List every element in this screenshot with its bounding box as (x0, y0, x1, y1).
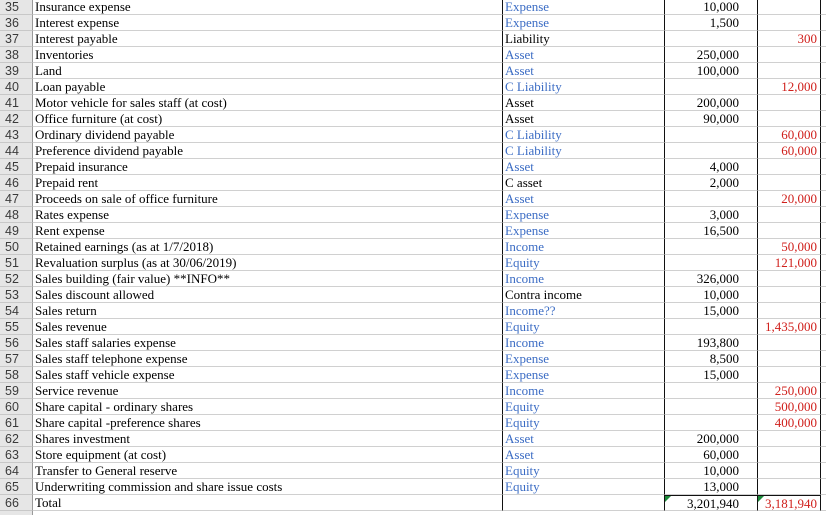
row-header[interactable]: 61 (0, 415, 33, 431)
table-row (0, 31, 826, 47)
total-row (0, 495, 826, 511)
account-type-cell[interactable]: Equity (503, 319, 665, 335)
account-type-cell[interactable]: Expense (503, 0, 665, 15)
next-column-cell[interactable] (821, 31, 826, 47)
account-name-cell[interactable]: Loan payable (33, 79, 503, 95)
account-name-cell[interactable]: Interest payable (33, 31, 503, 47)
next-column-cell[interactable] (821, 271, 826, 287)
credit-cell[interactable]: 400,000 (758, 415, 821, 431)
table-row (0, 383, 826, 399)
next-row-partial (0, 511, 826, 515)
next-column-cell[interactable] (821, 15, 826, 31)
credit-cell[interactable]: 12,000 (758, 79, 821, 95)
table-row (0, 271, 826, 287)
credit-cell[interactable] (758, 95, 821, 111)
table-row (0, 255, 826, 271)
account-name-cell[interactable]: Office furniture (at cost) (33, 111, 503, 127)
row-header[interactable]: 51 (0, 255, 33, 271)
debit-cell[interactable] (665, 31, 758, 47)
table-row (0, 63, 826, 79)
table-row (0, 95, 826, 111)
next-column-cell[interactable] (821, 175, 826, 191)
table-row (0, 159, 826, 175)
debit-cell[interactable]: 250,000 (665, 47, 758, 63)
credit-cell[interactable]: 1,435,000 (758, 319, 821, 335)
table-row (0, 223, 826, 239)
next-column-cell[interactable] (821, 223, 826, 239)
next-column-cell[interactable] (821, 127, 826, 143)
account-name-cell[interactable]: Sales staff salaries expense (33, 335, 503, 351)
account-name-cell[interactable]: Sales revenue (33, 319, 503, 335)
row-header[interactable]: 66 (0, 495, 33, 511)
row-header[interactable] (0, 511, 33, 515)
account-type-cell[interactable]: C Liability (503, 127, 665, 143)
table-row (0, 287, 826, 303)
row-header[interactable]: 63 (0, 447, 33, 463)
table-row (0, 79, 826, 95)
next-column-cell[interactable] (821, 47, 826, 63)
account-name-cell[interactable]: Rates expense (33, 207, 503, 223)
credit-cell[interactable] (758, 335, 821, 351)
next-column-cell[interactable] (821, 495, 826, 511)
next-column-cell[interactable] (821, 303, 826, 319)
account-type-cell[interactable]: Equity (503, 463, 665, 479)
debit-cell[interactable]: 193,800 (665, 335, 758, 351)
formula-flag-marker (758, 496, 764, 502)
account-type-cell[interactable]: Equity (503, 479, 665, 495)
row-header[interactable]: 65 (0, 479, 33, 495)
account-type-cell[interactable]: Expense (503, 15, 665, 31)
account-type-cell[interactable]: Income?? (503, 303, 665, 319)
account-type-cell[interactable]: Income (503, 239, 665, 255)
credit-cell[interactable] (758, 159, 821, 175)
debit-total-value: 3,201,940 (687, 496, 739, 511)
account-type-cell[interactable]: Income (503, 271, 665, 287)
next-column-cell[interactable] (821, 255, 826, 271)
debit-cell[interactable]: 15,000 (665, 303, 758, 319)
credit-cell[interactable] (758, 463, 821, 479)
account-name-cell[interactable]: Service revenue (33, 383, 503, 399)
account-name-cell[interactable]: Sales discount allowed (33, 287, 503, 303)
debit-cell[interactable]: 100,000 (665, 63, 758, 79)
next-column-cell[interactable] (821, 95, 826, 111)
credit-cell[interactable] (758, 431, 821, 447)
debit-total-cell[interactable] (665, 495, 758, 511)
debit-cell[interactable]: 10,000 (665, 463, 758, 479)
account-type-cell[interactable]: Asset (503, 111, 665, 127)
debit-cell[interactable] (665, 127, 758, 143)
debit-cell[interactable]: 4,000 (665, 159, 758, 175)
debit-cell[interactable]: 3,000 (665, 207, 758, 223)
row-header[interactable]: 59 (0, 383, 33, 399)
credit-cell[interactable] (758, 303, 821, 319)
credit-cell[interactable] (758, 367, 821, 383)
account-name-cell[interactable]: Sales staff telephone expense (33, 351, 503, 367)
account-name-cell[interactable]: Rent expense (33, 223, 503, 239)
table-row (0, 111, 826, 127)
debit-cell[interactable]: 326,000 (665, 271, 758, 287)
account-type-cell[interactable]: C Liability (503, 143, 665, 159)
debit-cell[interactable]: 60,000 (665, 447, 758, 463)
account-type-cell[interactable]: Asset (503, 447, 665, 463)
account-type-cell[interactable]: Equity (503, 415, 665, 431)
table-row (0, 0, 826, 15)
account-type-cell[interactable]: Asset (503, 159, 665, 175)
debit-cell[interactable] (665, 399, 758, 415)
row-header[interactable]: 56 (0, 335, 33, 351)
row-header[interactable]: 48 (0, 207, 33, 223)
row-header[interactable]: 52 (0, 271, 33, 287)
row-header[interactable]: 60 (0, 399, 33, 415)
table-row (0, 191, 826, 207)
row-header[interactable]: 54 (0, 303, 33, 319)
row-header[interactable]: 40 (0, 79, 33, 95)
account-type-cell[interactable]: Asset (503, 47, 665, 63)
next-column-cell[interactable] (821, 479, 826, 495)
debit-cell[interactable]: 1,500 (665, 15, 758, 31)
account-type-cell[interactable]: Asset (503, 431, 665, 447)
next-column-cell[interactable] (821, 79, 826, 95)
formula-flag-marker (665, 496, 671, 502)
table-row (0, 143, 826, 159)
next-column-cell[interactable] (821, 143, 826, 159)
debit-cell[interactable] (665, 415, 758, 431)
credit-cell[interactable] (758, 207, 821, 223)
account-type-cell[interactable]: Expense (503, 367, 665, 383)
next-column-cell[interactable] (821, 287, 826, 303)
account-name-cell[interactable]: Insurance expense (33, 0, 503, 15)
row-header[interactable]: 55 (0, 319, 33, 335)
row-header[interactable]: 62 (0, 431, 33, 447)
credit-cell[interactable] (758, 447, 821, 463)
debit-cell[interactable] (665, 191, 758, 207)
account-name-cell[interactable]: Total (33, 495, 503, 511)
credit-cell[interactable]: 250,000 (758, 383, 821, 399)
debit-cell[interactable]: 10,000 (665, 0, 758, 15)
account-name-cell[interactable]: Proceeds on sale of office furniture (33, 191, 503, 207)
debit-cell[interactable]: 16,500 (665, 223, 758, 239)
credit-cell[interactable] (758, 351, 821, 367)
row-header[interactable]: 38 (0, 47, 33, 63)
next-column-cell[interactable] (821, 319, 826, 335)
debit-cell[interactable] (665, 255, 758, 271)
next-column-cell[interactable] (821, 463, 826, 479)
row-header[interactable]: 35 (0, 0, 33, 15)
credit-total-cell[interactable] (758, 495, 821, 511)
next-column-cell[interactable] (821, 239, 826, 255)
row-header[interactable]: 53 (0, 287, 33, 303)
next-column-cell[interactable] (821, 383, 826, 399)
credit-cell[interactable] (758, 479, 821, 495)
table-row (0, 399, 826, 415)
account-name-cell[interactable]: Share capital -preference shares (33, 415, 503, 431)
next-column-cell[interactable] (821, 111, 826, 127)
next-column-cell[interactable] (821, 431, 826, 447)
table-row (0, 447, 826, 463)
next-column-cell[interactable] (821, 415, 826, 431)
account-name-cell[interactable]: Motor vehicle for sales staff (at cost) (33, 95, 503, 111)
account-type-cell[interactable] (503, 495, 665, 511)
credit-cell[interactable] (758, 287, 821, 303)
debit-cell[interactable] (665, 319, 758, 335)
credit-cell[interactable] (758, 175, 821, 191)
account-type-cell[interactable]: Equity (503, 399, 665, 415)
account-name-cell[interactable]: Sales staff vehicle expense (33, 367, 503, 383)
next-column-cell[interactable] (821, 399, 826, 415)
table-row (0, 367, 826, 383)
table-row (0, 127, 826, 143)
credit-cell[interactable] (758, 47, 821, 63)
debit-cell[interactable]: 8,500 (665, 351, 758, 367)
next-column-cell[interactable] (821, 207, 826, 223)
row-header[interactable]: 43 (0, 127, 33, 143)
row-header[interactable]: 57 (0, 351, 33, 367)
row-header[interactable]: 36 (0, 15, 33, 31)
table-row (0, 319, 826, 335)
account-type-cell[interactable]: Asset (503, 95, 665, 111)
debit-cell[interactable]: 10,000 (665, 287, 758, 303)
credit-cell[interactable]: 50,000 (758, 239, 821, 255)
credit-cell[interactable]: 500,000 (758, 399, 821, 415)
credit-cell[interactable]: 60,000 (758, 143, 821, 159)
credit-total-value: 3,181,940 (765, 496, 817, 511)
credit-cell[interactable] (758, 223, 821, 239)
account-name-cell[interactable]: Underwriting commission and share issue costs (33, 479, 503, 495)
credit-cell[interactable] (758, 63, 821, 79)
account-name-cell[interactable]: Revaluation surplus (as at 30/06/2019) (33, 255, 503, 271)
next-column-cell[interactable] (821, 191, 826, 207)
account-type-cell[interactable]: Contra income (503, 287, 665, 303)
account-type-cell[interactable]: Expense (503, 223, 665, 239)
table-row (0, 479, 826, 495)
credit-cell[interactable]: 20,000 (758, 191, 821, 207)
debit-cell[interactable]: 90,000 (665, 111, 758, 127)
debit-cell[interactable] (665, 79, 758, 95)
account-type-cell[interactable]: Asset (503, 191, 665, 207)
credit-cell[interactable]: 121,000 (758, 255, 821, 271)
table-row (0, 431, 826, 447)
table-row (0, 239, 826, 255)
next-column-cell[interactable] (821, 447, 826, 463)
account-type-cell[interactable]: Expense (503, 351, 665, 367)
next-column-cell[interactable] (821, 63, 826, 79)
row-header[interactable]: 41 (0, 95, 33, 111)
account-name-cell[interactable]: Prepaid insurance (33, 159, 503, 175)
account-name-cell[interactable]: Transfer to General reserve (33, 463, 503, 479)
account-type-cell[interactable]: Expense (503, 207, 665, 223)
account-name-cell[interactable]: Inventories (33, 47, 503, 63)
account-name-cell[interactable]: Shares investment (33, 431, 503, 447)
account-type-cell[interactable]: C Liability (503, 79, 665, 95)
account-name-cell[interactable]: Interest expense (33, 15, 503, 31)
credit-cell[interactable] (758, 111, 821, 127)
next-column-cell[interactable] (821, 351, 826, 367)
debit-cell[interactable] (665, 239, 758, 255)
account-type-cell[interactable]: Liability (503, 31, 665, 47)
account-name-cell[interactable]: Store equipment (at cost) (33, 447, 503, 463)
row-header[interactable]: 37 (0, 31, 33, 47)
table-row (0, 303, 826, 319)
debit-cell[interactable] (665, 383, 758, 399)
next-column-cell[interactable] (821, 0, 826, 15)
debit-cell[interactable]: 15,000 (665, 367, 758, 383)
account-name-cell[interactable]: Ordinary dividend payable (33, 127, 503, 143)
table-row (0, 463, 826, 479)
account-type-cell[interactable]: C asset (503, 175, 665, 191)
table-row (0, 351, 826, 367)
row-header[interactable]: 44 (0, 143, 33, 159)
account-name-cell[interactable]: Land (33, 63, 503, 79)
credit-cell[interactable]: 300 (758, 31, 821, 47)
debit-cell[interactable] (665, 143, 758, 159)
next-column-cell[interactable] (821, 335, 826, 351)
debit-cell[interactable]: 200,000 (665, 431, 758, 447)
account-name-cell[interactable]: Share capital - ordinary shares (33, 399, 503, 415)
table-row (0, 47, 826, 63)
account-name-cell[interactable]: Preference dividend payable (33, 143, 503, 159)
credit-cell[interactable] (758, 15, 821, 31)
row-header[interactable]: 64 (0, 463, 33, 479)
debit-cell[interactable]: 13,000 (665, 479, 758, 495)
table-row (0, 335, 826, 351)
next-column-cell[interactable] (821, 159, 826, 175)
account-name-cell[interactable]: Sales building (fair value) **INFO** (33, 271, 503, 287)
row-header[interactable]: 45 (0, 159, 33, 175)
credit-cell[interactable]: 60,000 (758, 127, 821, 143)
table-row (0, 175, 826, 191)
account-name-cell[interactable]: Sales return (33, 303, 503, 319)
row-header[interactable]: 42 (0, 111, 33, 127)
account-type-cell[interactable]: Income (503, 335, 665, 351)
account-type-cell[interactable]: Asset (503, 63, 665, 79)
row-header[interactable]: 50 (0, 239, 33, 255)
account-type-cell[interactable]: Equity (503, 255, 665, 271)
table-row (0, 15, 826, 31)
debit-cell[interactable]: 2,000 (665, 175, 758, 191)
row-header[interactable]: 47 (0, 191, 33, 207)
table-row (0, 207, 826, 223)
account-name-cell[interactable]: Prepaid rent (33, 175, 503, 191)
credit-cell[interactable] (758, 271, 821, 287)
account-type-cell[interactable]: Income (503, 383, 665, 399)
row-header[interactable]: 58 (0, 367, 33, 383)
debit-cell[interactable]: 200,000 (665, 95, 758, 111)
row-header[interactable]: 39 (0, 63, 33, 79)
account-name-cell[interactable]: Retained earnings (as at 1/7/2018) (33, 239, 503, 255)
table-row (0, 415, 826, 431)
credit-cell[interactable] (758, 0, 821, 15)
row-header[interactable]: 49 (0, 223, 33, 239)
next-column-cell[interactable] (821, 367, 826, 383)
row-header[interactable]: 46 (0, 175, 33, 191)
